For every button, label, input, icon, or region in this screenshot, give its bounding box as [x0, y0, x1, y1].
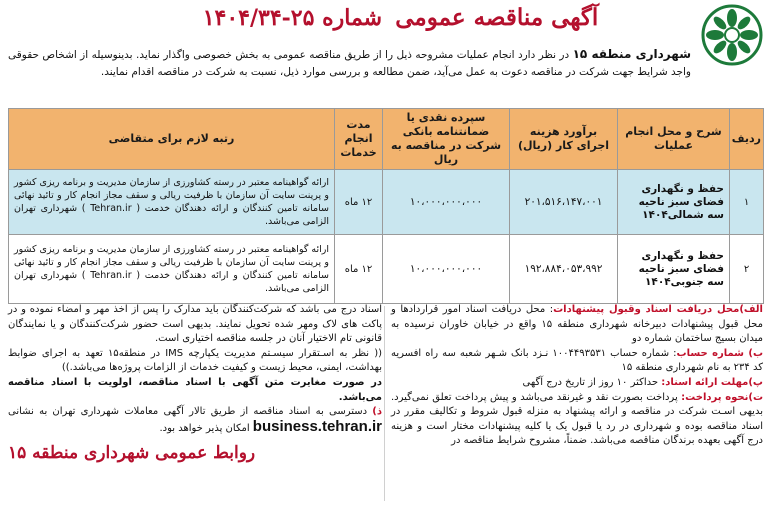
condition-p-label: پ)مهلت ارائه اسناد: [661, 376, 763, 388]
condition-b-label: ب) شماره حساب [676, 347, 763, 359]
condition-a [391, 303, 763, 347]
conditions-right-column [391, 303, 763, 449]
condition-a-label: الف)محل دریافت اسناد وقبول پیشنهادات [553, 304, 763, 315]
website-link[interactable]: business.tehran.ir [252, 417, 382, 435]
ims-note: (( نظر به اسـتقرار سیسـتم مدیریت یکپارچه IMS در منطقه۱۵ تعهد به اجرای ضوابط بهداشت، ایمنی، محیط زیست و کیفیت خدمات از الزامات پروژه‌ها می‌باشد.)) [8, 347, 382, 374]
table-header-row [9, 109, 764, 170]
public-relations-signature: روابط عمومی شهرداری منطقه ۱۵ [8, 443, 256, 464]
header-requirement: رتبه لازم برای متقاضی [9, 109, 335, 170]
condition-z-text: دسترسی به اسناد مناقصه از طریق تالار آگهی معاملات شهرداری تهران به نشانی [8, 406, 373, 418]
condition-p-text: حداکثر ۱۰ روز از تاریخ درج آگهی [522, 376, 662, 388]
condition-a-text: : محل دریافت اسناد امور قراردادها و محل قبول پیشنهادات دبیرخانه شهرداری منطقه ۱۵ واقع در خیابان خاوران نرسیده به میدان بسیج ساختمان شماره دو [391, 304, 763, 345]
cell-operation: حفظ و نگهداری فضای سبز ناحیه سه جنوبی۱۴۰۴ [618, 235, 730, 304]
cell-estimate: ۱۹۲،۸۸۴،۰۵۳،۹۹۲ [510, 235, 618, 304]
intro-text: در نظر دارد انجام عملیات مشروحه ذیل را از طریق مناقصه عمومی به بخش خصوصی واگذار نماید. بدینوسیله از اشخاص حقوقی واجد شرایط جهت شرکت در مناقصه دعوت به عمل می‌آید، ضمن مطالعه و بررسی موارد ذیل، نسبت به شرکت در مناقصه اقدام نمایند. [8, 49, 691, 78]
cell-deposit: ۱۰،۰۰۰،۰۰۰،۰۰۰ [383, 235, 510, 304]
cell-deposit: ۱۰،۰۰۰،۰۰۰،۰۰۰ [383, 170, 510, 235]
header-operation: شرح و محل انجام عملیات [618, 109, 730, 170]
condition-t [391, 391, 763, 449]
header-deposit: سپرده نقدی یا ضمانتنامه بانکی شرکت در مناقصه به ریال [383, 109, 510, 170]
intro-paragraph [8, 46, 691, 81]
priority-note: در صورت مغایرت متن آگهی با اسناد مناقصه، اولویت با اسناد مناقصه می‌باشد. [8, 376, 382, 403]
header-estimate: برآورد هزینه اجرای کار (ریال) [510, 109, 618, 170]
tehran-municipality-logo-icon [701, 4, 763, 66]
cell-operation: حفظ و نگهداری فضای سبز ناحیه سه شمالی۱۴۰۴ [618, 170, 730, 235]
condition-b [391, 347, 763, 376]
condition-t-label: ت)نحوه پرداخت: [681, 391, 763, 403]
table-row [9, 170, 764, 235]
condition-b-text: : شماره حساب ۱۰۰۴۴۹۳۵۳۱ نـزد بانک شـهر شعبه سه راه افسریه کد ۲۳۴ به نام شهرداری منطقه ۱۵ [391, 347, 763, 374]
condition-z-label: ذ) [372, 406, 382, 418]
cell-row-number: ۲ [730, 235, 764, 304]
notice-number: شماره ۲۵-۱۴۰۴/۳۴ [202, 5, 383, 31]
cell-row-number: ۱ [730, 170, 764, 235]
notice-title [110, 4, 691, 38]
header-row-number: ردیف [730, 109, 764, 170]
cell-requirement: ارائه گواهینامه معتبر در رسته کشاورزی از سازمان مدیریت و برنامه ریزی کشور و پرینت سایت آن سازمان با ظرفیت ریالی و سقف مجاز انجام کار و تائید نهائی سامانه تامین کنندگان و ارائه دهندگان خدمت ( Tehran.ir ) شهرداری تهران الزامی می‌باشد. [9, 235, 335, 304]
tender-table [8, 108, 764, 304]
table-row [9, 235, 764, 304]
condition-z-tail: امکان پذیر خواهد بود. [159, 422, 253, 434]
title-text: آگهی مناقصه عمومی [395, 4, 599, 31]
condition-t-text: پرداخت بصورت نقد و غیرنقد می‌باشد و پیش پرداخت تعلق نمی‌گیرد. بدیهی اسـت شرکت در مناقصه و ارائه پیشنهاد به منزله قبول شروط و تکالیف مقرر در اسناد مناقصه بوده و شهرداری در رد یا قبول یک یا کلیه پیشنهادات مختار است و هزینه درج آگهی بعهده برندگان مناقصه می‌باشد. ضمناً، مشروح شرایط مناقصه در [391, 391, 763, 447]
condition-z [8, 405, 382, 436]
cell-requirement: ارائه گواهینامه معتبر در رسته کشاورزی از سازمان مدیریت و برنامه ریزی کشور و پرینت سایت آن سازمان با ظرفیت ریالی و سقف مجاز انجام کار و تائید نهائی سامانه تامین کنندگان و ارائه دهندگان خدمت ( Tehran.ir ) شهرداری تهران الزامی می‌باشد. [9, 170, 335, 235]
conditions-left-column [8, 303, 382, 464]
cell-duration: ۱۲ ماه [335, 235, 383, 304]
org-name: شهرداری منطقه ۱۵ [572, 47, 691, 61]
header-duration: مدت انجام خدمات [335, 109, 383, 170]
cell-duration: ۱۲ ماه [335, 170, 383, 235]
condition-p [391, 376, 763, 391]
cell-estimate: ۲۰۱،۵۱۶،۱۴۷،۰۰۱ [510, 170, 618, 235]
documents-note: اسناد درج می باشد که شرکت‌کنندگان باید مدارک را پس از اخذ مهر و امضاء نموده و در پاکت های لاک ومهر شده تحویل نمایند. بدیهی است حضور شرکت‌کنندگان و یا نمایندگان قانونی تام الاختیار آنان در جلسه مناقصه اختیاری است. [8, 304, 382, 345]
column-divider [384, 306, 385, 501]
